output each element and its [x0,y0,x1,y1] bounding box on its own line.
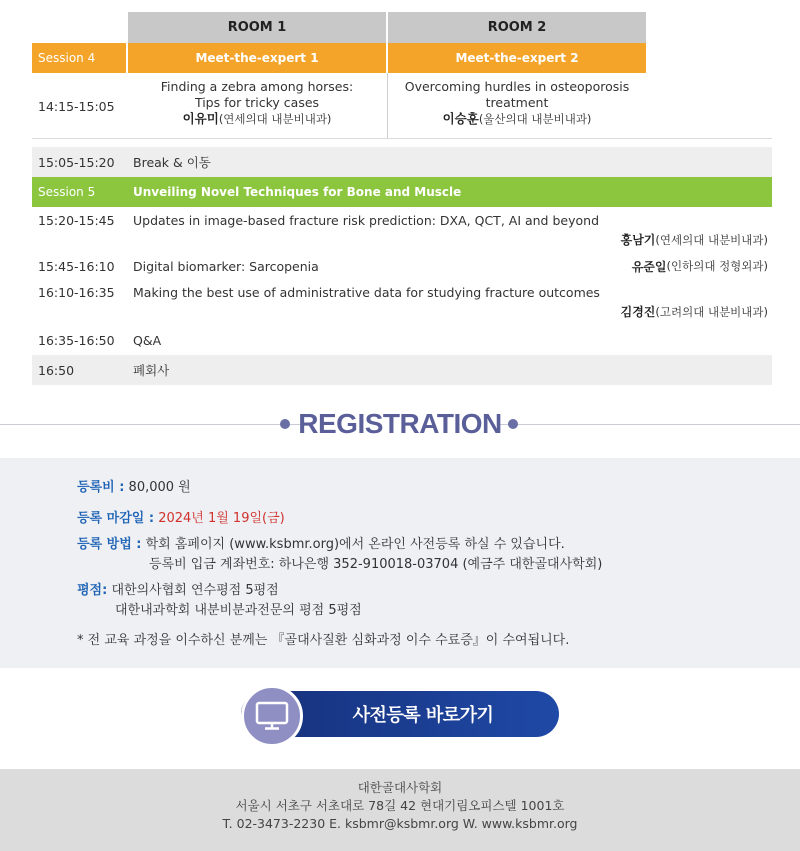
talk-speaker-affiliation: (고려의대 내분비내과) [655,305,768,319]
talk-topic: Digital biomarker: Sarcopenia [133,258,319,274]
session-5-label: Session 5 [38,185,96,199]
session-4-talks-row [32,73,772,139]
session-4-time: 14:15-15:05 [38,98,115,114]
points-line2: 대한내과학회 내분비분과전문의 평점 5평점 [115,603,362,618]
pre-registration-button-label[interactable]: 사전등록 바로가기 [352,705,494,726]
talk-speaker-name: 김경진 [620,305,656,319]
room-1-header: ROOM 1 [128,12,386,43]
talk-speaker [621,231,768,248]
talk-time: 16:10-16:35 [38,284,115,300]
deadline-line [77,507,285,526]
talk-row [32,253,772,279]
talk-time: 15:45-16:10 [38,258,115,274]
room-2-header: ROOM 2 [388,12,646,43]
fee-label: 등록비 : [77,480,125,495]
deadline-value: 2024년 1월 19일(금) [158,511,285,526]
method-label: 등록 방법 : [77,537,142,552]
deadline-label: 등록 마감일 : [77,511,155,526]
break-time: 15:05-15:20 [38,154,115,170]
qa-row [32,327,772,353]
room-header-row [32,12,772,43]
certificate-note: * 전 교육 과정을 이수하신 분께는 『골대사질환 심화과정 이수 수료증』이 수여됩니다. [77,633,570,648]
room-1-speaker-affiliation: (연세의대 내분비내과) [218,112,332,126]
talk-row [32,207,772,253]
session-5-title: Unveiling Novel Techniques for Bone and Muscle [133,185,462,199]
meet-the-expert-2: Meet-the-expert 2 [388,43,646,73]
break-row [32,147,772,177]
room-2-talk-line2: treatment [485,95,549,110]
room-2-talk-line1: Overcoming hurdles in osteoporosis [404,79,630,94]
talk-speaker [632,253,768,279]
room-1-speaker-name: 이유미 [182,111,219,126]
room-2-talk [388,79,646,127]
points-label: 평점: [77,583,108,598]
closing-row [32,355,772,385]
room-1-talk [128,79,386,127]
points-line [77,581,362,621]
monitor-icon[interactable] [241,685,303,747]
dot-icon [508,419,518,429]
method-line [77,535,602,575]
talk-speaker-affiliation: (인하의대 정형외과) [666,259,768,273]
session-4-label: Session 4 [32,43,126,73]
talk-speaker-name: 유준일 [631,259,667,274]
closing-time: 16:50 [38,362,75,378]
dot-icon [280,419,290,429]
talk-topic: Updates in image-based fracture risk prediction: DXA, QCT, AI and beyond [133,212,599,228]
fee-value: 80,000 원 [128,480,191,495]
talk-time: 15:20-15:45 [38,212,115,228]
session-4-row [32,43,772,73]
room-2-speaker [388,111,646,127]
footer-address: 서울시 서초구 서초대로 78길 42 현대기림오피스텔 1001호 [235,798,565,813]
qa-time: 16:35-16:50 [38,332,115,348]
talk-speaker-affiliation: (연세의대 내분비내과) [655,233,768,247]
room-1-speaker [128,111,386,127]
fee-line [77,476,191,495]
room-1-talk-line2: Tips for tricky cases [194,95,320,110]
talk-row [32,279,772,325]
points-line1: 대한의사협회 연수평점 5평점 [111,583,279,598]
closing-topic: 폐회사 [133,363,170,378]
break-topic: Break & 이동 [133,155,211,170]
session-5-row [32,177,772,207]
qa-topic: Q&A [133,332,162,348]
talk-speaker [621,303,768,320]
footer-org: 대한골대사학회 [357,780,443,795]
schedule-table [32,12,772,385]
room-1-talk-line1: Finding a zebra among horses: [160,79,354,94]
footer-contact: T. 02-3473-2230 E. ksbmr@ksbmr.org W. www.ksbmr.org [222,816,578,831]
talk-topic: Making the best use of administrative data for studying fracture outcomes [133,284,600,300]
room-2-speaker-affiliation: (울산의대 내분비내과) [478,112,592,126]
registration-info-box [0,458,800,668]
meet-the-expert-1: Meet-the-expert 1 [128,43,386,73]
room-2-speaker-name: 이승훈 [442,111,479,126]
method-line2: 등록비 입금 계좌번호: 하나은행 352-910018-03704 (예금주 대한골대사학회) [149,557,603,572]
footer [0,769,800,851]
method-line1: 학회 홈페이지 (www.ksbmr.org)에서 온라인 사전등록 하실 수 있습니다. [145,537,565,552]
registration-heading: REGISTRATION [300,402,500,446]
talk-speaker-name: 홍남기 [620,233,656,247]
